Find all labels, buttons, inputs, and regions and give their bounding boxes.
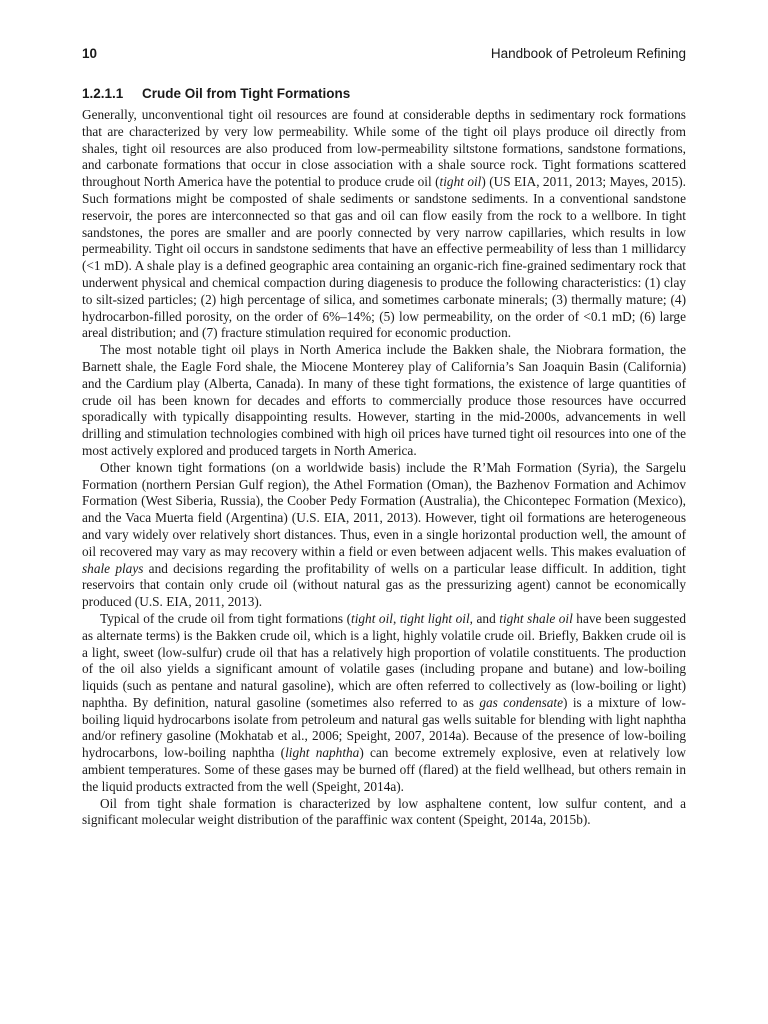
- italic-term: shale plays: [82, 560, 144, 576]
- text-run: ) can become extremely explosive, even at relatively low ambient temperatures. Some of these gases may be burned off (flared) at the field wellhead, but others remain in the liquid products extracted from the well (Speight, 2014a).: [82, 745, 686, 794]
- running-header: [82, 46, 686, 61]
- italic-term: tight oil: [439, 174, 482, 190]
- text-run: and decisions regarding the profitability of wells on a particular lease difficult. In addition, tight reservoirs that contain only crude oil (without natural gas as the pressurizing agent) cannot be economically produced (U.S. EIA, 2011, 2013).: [82, 560, 686, 610]
- italic-term: gas condensate: [479, 694, 564, 710]
- paragraph: [82, 342, 686, 460]
- page-number: 10: [82, 46, 98, 61]
- text-run: Other known tight formations (on a worldwide basis) include the R’Mah Formation (Syria), the Sargelu Formation (northern Persian Gulf region), the Athel Formation (Oman), the Bazhenov Formation and Achimov Formation (West Siberia, Russia), the Coober Pedy Formation (Australia), the Chicontepec Formation (Mexico), and the Vaca Muerta field (Argentina) (U.S. EIA, 2011, 2013). However, tight oil formations are heterogeneous and vary widely over relatively short distances. Thus, even in a single horizontal production well, the amount of oil recovered may vary as may recovery within a field or even between adjacent wells. This makes evaluation of: [82, 459, 686, 559]
- text-run: Generally, unconventional tight oil resources are found at considerable depths in sedimentary rock formations that are characterized by very low permeability. While some of the tight oil plays produce oil directly from shales, tight oil resources are also produced from low-permeability siltstone formations, sandstone formations, and carbonate formations that occur in close association with a shale source rock. Tight formations scattered throughout North America have the potential to produce crude oil (: [82, 107, 686, 190]
- paragraph: [82, 611, 686, 796]
- section-number: 1.2.1.1: [82, 86, 124, 101]
- text-run: The most notable tight oil plays in North America include the Bakken shale, the Niobrara formation, the Barnett shale, the Eagle Ford shale, the Miocene Monterey play of California’s San Joaquin Basin (California) and the Cardium play (Alberta, Canada). In many of these tight formations, the existence of large quantities of crude oil has been known for decades and efforts to commercially produce those resources have occurred sporadically with typically disappointing results. However, starting in the mid-2000s, advancements in well drilling and stimulation technologies combined with high oil prices have turned tight oil resources into one of the most actively explored and produced targets in North America.: [82, 342, 686, 458]
- section-title: Crude Oil from Tight Formations: [142, 86, 351, 101]
- text-run: ) (US EIA, 2011, 2013; Mayes, 2015). Such formations might be composted of shale sediments or sandstone sediments. In a conventional sandstone reservoir, the pores are interconnected so that gas and oil can flow easily from the rock to a wellbore. In tight sandstones, the pores are smaller and are poorly connected by very narrow capillaries, which results in low permeability. Tight oil occurs in sandstone sediments that have an effective permeability of less than 1 millidarcy (<1 mD). A shale play is a defined geographic area containing an organic-rich fine-grained sedimentary rock that underwent physical and chemical compaction during diagenesis to produce the following characteristics: (1) clay to silt-sized particles; (2) high percentage of silica, and sometimes carbonate minerals; (3) thermally mature; (4) hydrocarbon-filled porosity, on the order of 6%–14%; (5) low permeability, on the order of <0.1 mD; (6) large areal distribution; and (7) fracture stimulation required for economic production.: [82, 174, 686, 341]
- paragraph: [82, 107, 686, 342]
- italic-term: tight shale oil: [499, 610, 573, 626]
- text-run: have been suggested as alternate terms) is the Bakken crude oil, which is a light, highly volatile crude oil. Briefly, Bakken crude oil is a light, sweet (low-sulfur) crude oil that has a relatively high proportion of volatile constituents. The production of the oil also yields a significant amount of volatile gases (including propane and butane) and low-boiling liquids (such as pentane and natural gasoline), which are often referred to collectively as (low-boiling or light) naphtha. By definition, natural gasoline (sometimes also referred to as: [82, 610, 686, 710]
- running-header-title: Handbook of Petroleum Refining: [490, 46, 686, 61]
- text-run: ,: [392, 610, 400, 626]
- text-run: Typical of the crude oil from tight formations (: [100, 610, 352, 626]
- paragraph: [82, 460, 686, 611]
- text-run: Oil from tight shale formation is characterized by low asphaltene content, low sulfur content, and a significant molecular weight distribution of the paraffinic wax content (Speight, 2014a, 2015b).: [82, 795, 686, 828]
- section-heading: [82, 86, 686, 101]
- text-run: ) is a mixture of low-boiling liquid hydrocarbons isolate from petroleum and natural gas wells suitable for blending with light naphtha and/or refinery gasoline (Mokhatab et al., 2006; Speight, 2007, 2014a). Because of the presence of low-boiling hydrocarbons, low-boiling naphtha (: [82, 694, 686, 761]
- body-text: [82, 107, 686, 829]
- italic-term: light naphtha: [285, 745, 360, 761]
- paragraph: [82, 796, 686, 830]
- italic-term: tight light oil: [399, 610, 470, 626]
- italic-term: tight oil: [351, 610, 393, 626]
- text-run: , and: [469, 610, 500, 626]
